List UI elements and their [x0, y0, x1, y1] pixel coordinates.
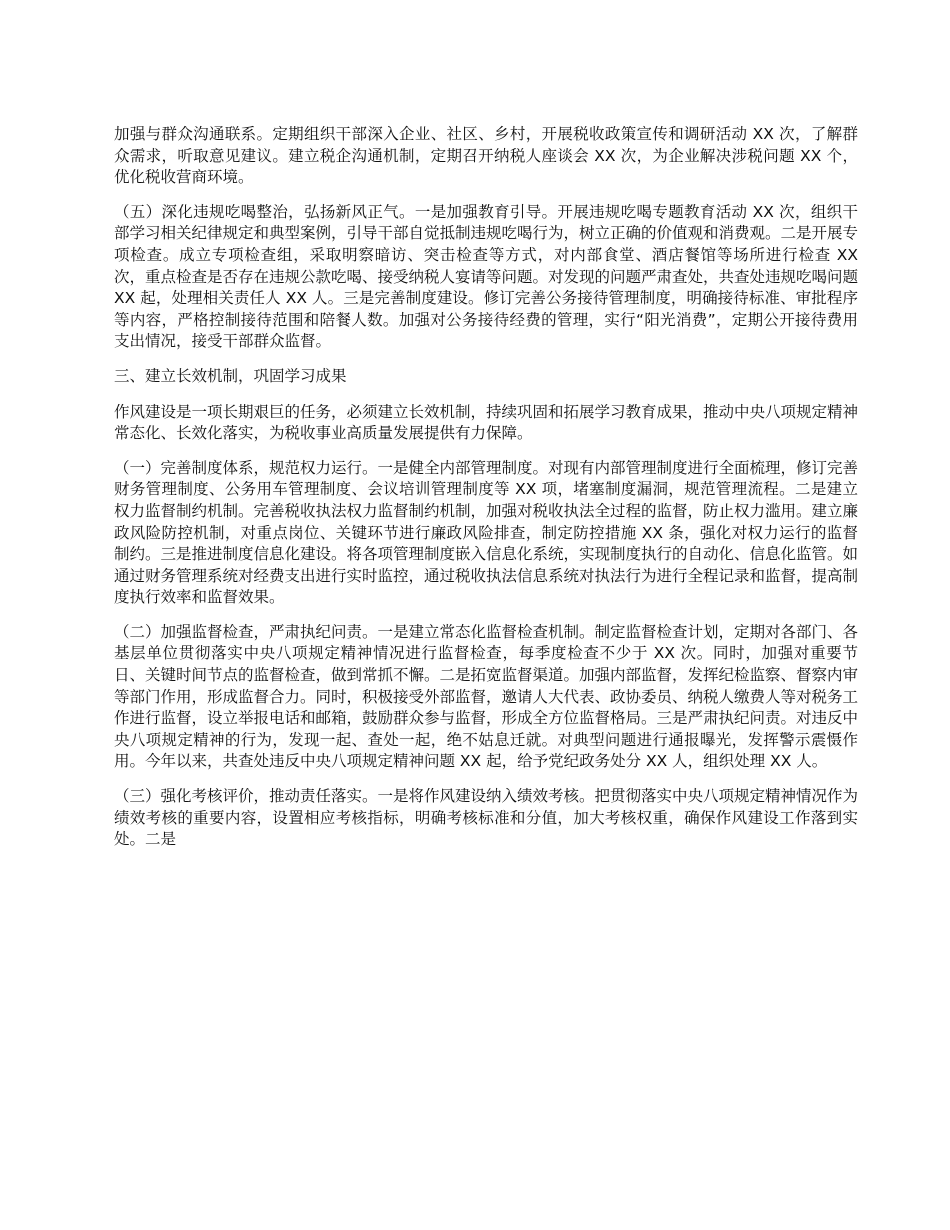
paragraph-public-communication: 加强与群众沟通联系。定期组织干部深入企业、社区、乡村，开展税收政策宣传和调研活动 XX 次，了解群众需求，听取意见建议。建立税企沟通机制，定期召开纳税人座谈会 XX 次，为企业解决涉税问题 XX 个，优化税收营商环境。 — [114, 125, 858, 187]
paragraph-performance-evaluation: （三）强化考核评价，推动责任落实。一是将作风建设纳入绩效考核。把贯彻落实中央八项规定精神情况作为绩效考核的重要内容，设置相应考核指标，明确考核标准和分值，加大考核权重，确保作风建设工作落到实处。二是 — [114, 787, 859, 849]
document-page — [114, 124, 858, 864]
paragraph-dining-rectification: （五）深化违规吃喝整治，弘扬新风正气。一是加强教育引导。开展违规吃喝专题教育活动 XX 次，组织干部学习相关纪律规定和典型案例，引导干部自觉抵制违规吃喝行为，树立正确的价值观和消费观。二是开展专项检查。成立专项检查组，采取明察暗访、突击检查等方式，对内部食堂、酒店餐馆等场所进行检查 XX 次，重点检查是否存在违规公款吃喝、接受纳税人宴请等问题。对发现的问题严肃查处，共查处违规吃喝问题 XX 起，处理相关责任人 XX 人。三是完善制度建设。修订完善公务接待管理制度，明确接待标准、审批程序等内容，严格控制接待范围和陪餐人数。加强对公务接待经费的管理，实行“阳光消费”，定期公开接待费用支出情况，接受干部群众监督。 — [114, 202, 859, 351]
section-heading-long-term-mechanism: 三、建立长效机制，巩固学习成果 — [114, 366, 347, 385]
paragraph-system-improvement: （一）完善制度体系，规范权力运行。一是健全内部管理制度。对现有内部管理制度进行全面梳理，修订完善财务管理制度、公务用车管理制度、会议培训管理制度等 XX 项，堵塞制度漏洞，规范管理流程。二是建立权力监督制约机制。完善税收执法权力监督制约机制，加强对税收执法全过程的监督，防止权力滥用。建立廉政风险防控机制，对重点岗位、关键环节进行廉政风险排查，制定防控措施 XX 条，强化对权力运行的监督制约。三是推进制度信息化建设。将各项管理制度嵌入信息化系统，实现制度执行的自动化、信息化监管。如通过财务管理系统对经费支出进行实时监控，通过税收执法信息系统对执法行为进行全程记录和监督，提高制度执行效率和监督效果。 — [114, 458, 859, 607]
paragraph-section-intro: 作风建设是一项长期艰巨的任务，必须建立长效机制，持续巩固和拓展学习教育成果，推动中央八项规定精神常态化、长效化落实，为税收事业高质量发展提供有力保障。 — [114, 402, 859, 443]
paragraph-supervision-inspection: （二）加强监督检查，严肃执纪问责。一是建立常态化监督检查机制。制定监督检查计划，定期对各部门、各基层单位贯彻落实中央八项规定精神情况进行监督检查，每季度检查不少于 XX 次。同时，加强对重要节日、关键时间节点的监督检查，做到常抓不懈。二是拓宽监督渠道。加强内部监督，发挥纪检监察、督察内审等部门作用，形成监督合力。同时，积极接受外部监督，邀请人大代表、政协委员、纳税人缴费人等对税务工作进行监督，设立举报电话和邮箱，鼓励群众参与监督，形成全方位监督格局。三是严肃执纪问责。对违反中央八项规定精神的行为，发现一起、查处一起，绝不姑息迁就。对典型问题进行通报曝光，发挥警示震慑作用。今年以来，共查处违反中央八项规定精神问题 XX 起，给予党纪政务处分 XX 人，组织处理 XX 人。 — [114, 622, 859, 771]
